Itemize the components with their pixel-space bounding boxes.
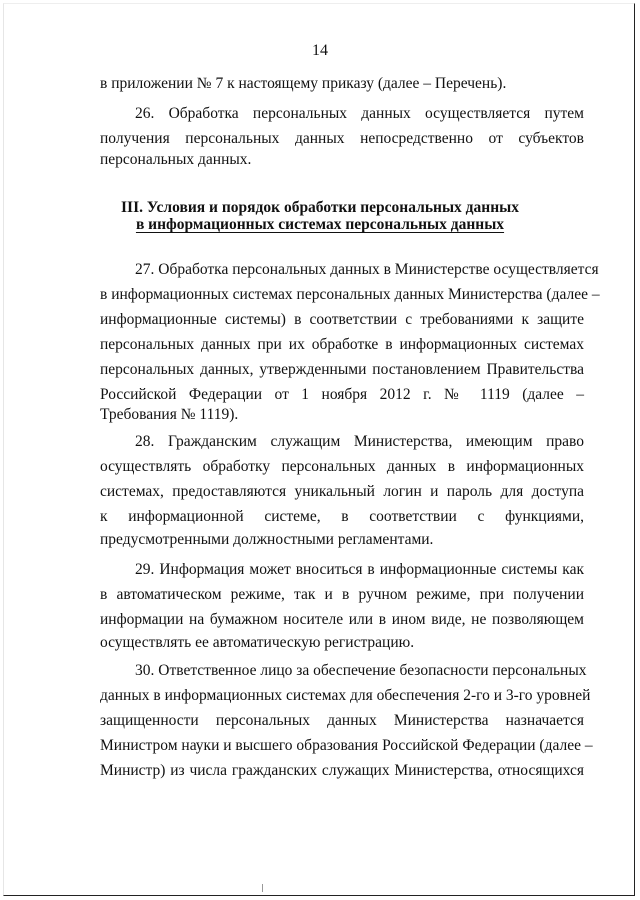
text-line: в приложении № 7 к настоящему приказу (далее – Перечень). <box>100 75 507 92</box>
text-line: персональных данных, утвержденными постановлением Правительства <box>100 361 584 378</box>
text-line: системах, предоставляются уникальный логин и пароль для доступа <box>100 483 584 500</box>
text-line: Российской Федерации от 1 ноября 2012 г. № 1119 (далее – <box>100 386 584 403</box>
text-line: 26. Обработка персональных данных осуществляется путем <box>135 105 584 122</box>
text-line: 29. Информация может вноситься в информационные системы как <box>135 561 584 578</box>
text-line: 30. Ответственное лицо за обеспечение безопасности персональных <box>135 662 587 679</box>
text-line: Министр) из числа гражданских служащих Министерства, относящихся <box>100 762 584 779</box>
text-line: Требования № 1119). <box>100 406 239 423</box>
section-heading-line-2 <box>0 215 640 235</box>
text-line: предусмотренными должностными регламентами. <box>100 531 434 548</box>
text-line: 27. Обработка персональных данных в Министерстве осуществляется <box>135 261 599 278</box>
text-line: информационные системы) в соответствии с требованиями к защите <box>100 311 584 328</box>
scan-mark <box>262 884 263 892</box>
text-line: персональных данных. <box>100 151 252 168</box>
text-line: получения персональных данных непосредственно от субъектов <box>100 130 584 147</box>
text-line: в информационных системах персональных данных Министерства (далее – <box>100 286 600 303</box>
text-line: информации на бумажном носителе или в ином виде, не позволяющем <box>100 611 584 628</box>
section-heading-text: в информационных системах персональных данных <box>135 216 505 233</box>
text-line: 28. Гражданским служащим Министерства, имеющим право <box>135 433 584 450</box>
text-line: осуществлять ее автоматическую регистрацию. <box>100 634 415 651</box>
page-number: 14 <box>312 42 328 59</box>
text-line: в автоматическом режиме, так и в ручном режиме, при получении <box>100 586 584 603</box>
text-line: Министром науки и высшего образования Российской Федерации (далее – <box>100 737 593 754</box>
text-line: персональных данных при их обработке в информационных системах <box>100 336 584 353</box>
section-heading-text: III. Условия и порядок обработки персональных данных <box>121 199 519 216</box>
text-line: осуществлять обработку персональных данных в информационных <box>100 458 584 475</box>
text-line: к информационной системе, в соответствии с функциями, <box>100 508 584 525</box>
text-line: защищенности персональных данных Министерства назначается <box>100 712 584 729</box>
text-line: данных в информационных системах для обеспечения 2-го и 3-го уровней <box>100 687 591 704</box>
